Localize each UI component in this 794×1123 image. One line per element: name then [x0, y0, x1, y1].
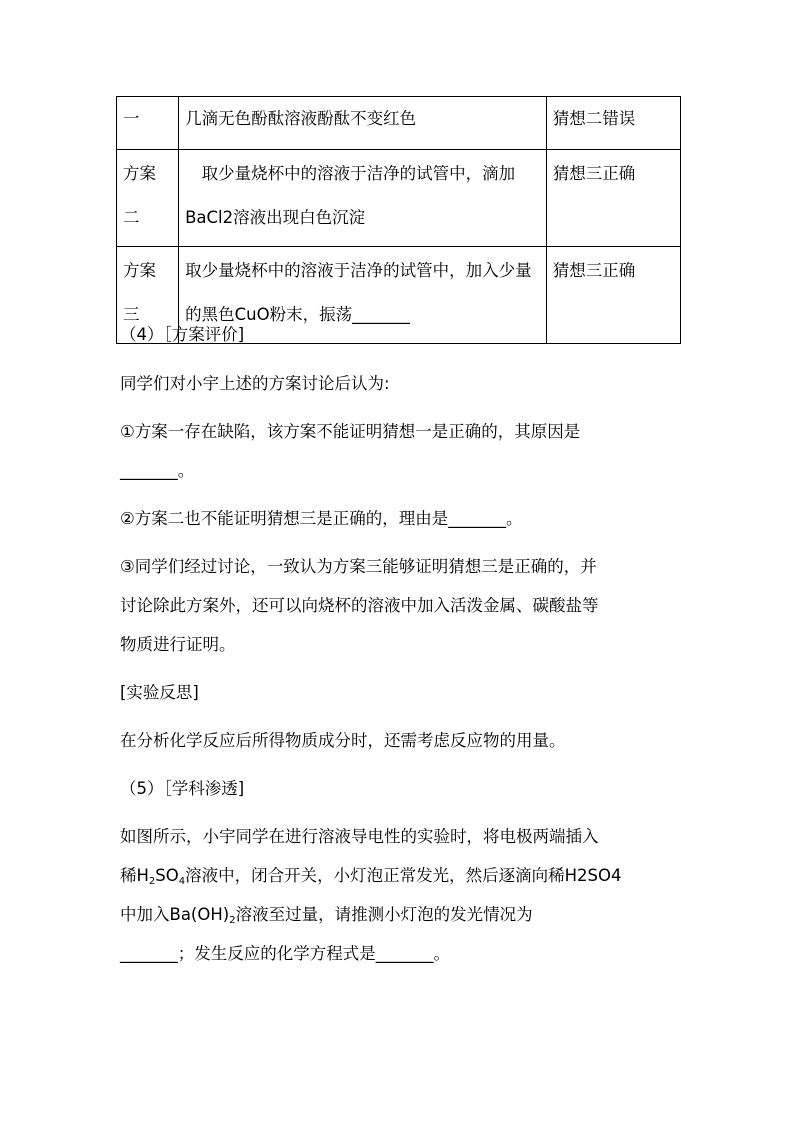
- item3-line1: ③同学们经过讨论，一致认为方案三能够证明猜想三是正确的，并: [120, 557, 597, 576]
- item2: ②方案二也不能证明猜想三是正确的，理由是_______。: [120, 509, 523, 528]
- reflection-text: 在分析化学反应后所得物质成分时，还需考虑反应物的用量。: [120, 731, 566, 750]
- reflection-heading: [实验反思]: [120, 683, 199, 702]
- section4-intro: 同学们对小宇上述的方案讨论后认为:: [120, 374, 390, 393]
- section5-heading: （5）［学科渗透]: [120, 779, 245, 798]
- section5-line3: 中加入$Ba(OH)_2$溶液至过量，请推测小灯泡的发光情况为: [120, 905, 533, 926]
- operation-cell: 取少量烧杯中的溶液于洁净的试管中，加入少量的黑色CuO粉末，振荡_______: [179, 247, 547, 344]
- section5-line1: 如图所示，小宇同学在进行溶液导电性的实验时，将电极两端插入: [120, 827, 599, 846]
- operation-cell: 取少量烧杯中的溶液于洁净的试管中，滴加BaCl2溶液出现白色沉淀: [179, 150, 547, 247]
- section5-line4: _______；发生反应的化学方程式是_______。: [120, 944, 450, 963]
- item3-line3: 物质进行证明。: [120, 635, 236, 654]
- item1-line2: _______。: [120, 461, 195, 480]
- section5-line2: 稀$H_2SO_4$溶液中，闭合开关，小灯泡正常发光，然后逐滴向稀H2SO4: [120, 866, 622, 887]
- item1-line1: ①方案一存在缺陷，该方案不能证明猜想一是正确的，其原因是: [120, 422, 581, 441]
- section4-heading: （4）［方案评价]: [120, 325, 245, 344]
- conclusion-cell: 猜想三正确: [546, 247, 680, 344]
- plan-cell: 方案二: [117, 150, 179, 247]
- plan-cell: 方案三: [117, 247, 179, 344]
- conclusion-cell: 猜想二错误: [546, 97, 680, 150]
- table-row: [117, 150, 681, 247]
- operation-cell: 几滴无色酚酞溶液酚酞不变红色: [179, 97, 547, 150]
- item3-line2: 讨论除此方案外，还可以向烧杯的溶液中加入活泼金属、碳酸盐等: [120, 596, 599, 615]
- experiment-table: [116, 96, 681, 344]
- plan-cell: 一: [117, 97, 179, 150]
- table-row: [117, 97, 681, 150]
- conclusion-cell: 猜想三正确: [546, 150, 680, 247]
